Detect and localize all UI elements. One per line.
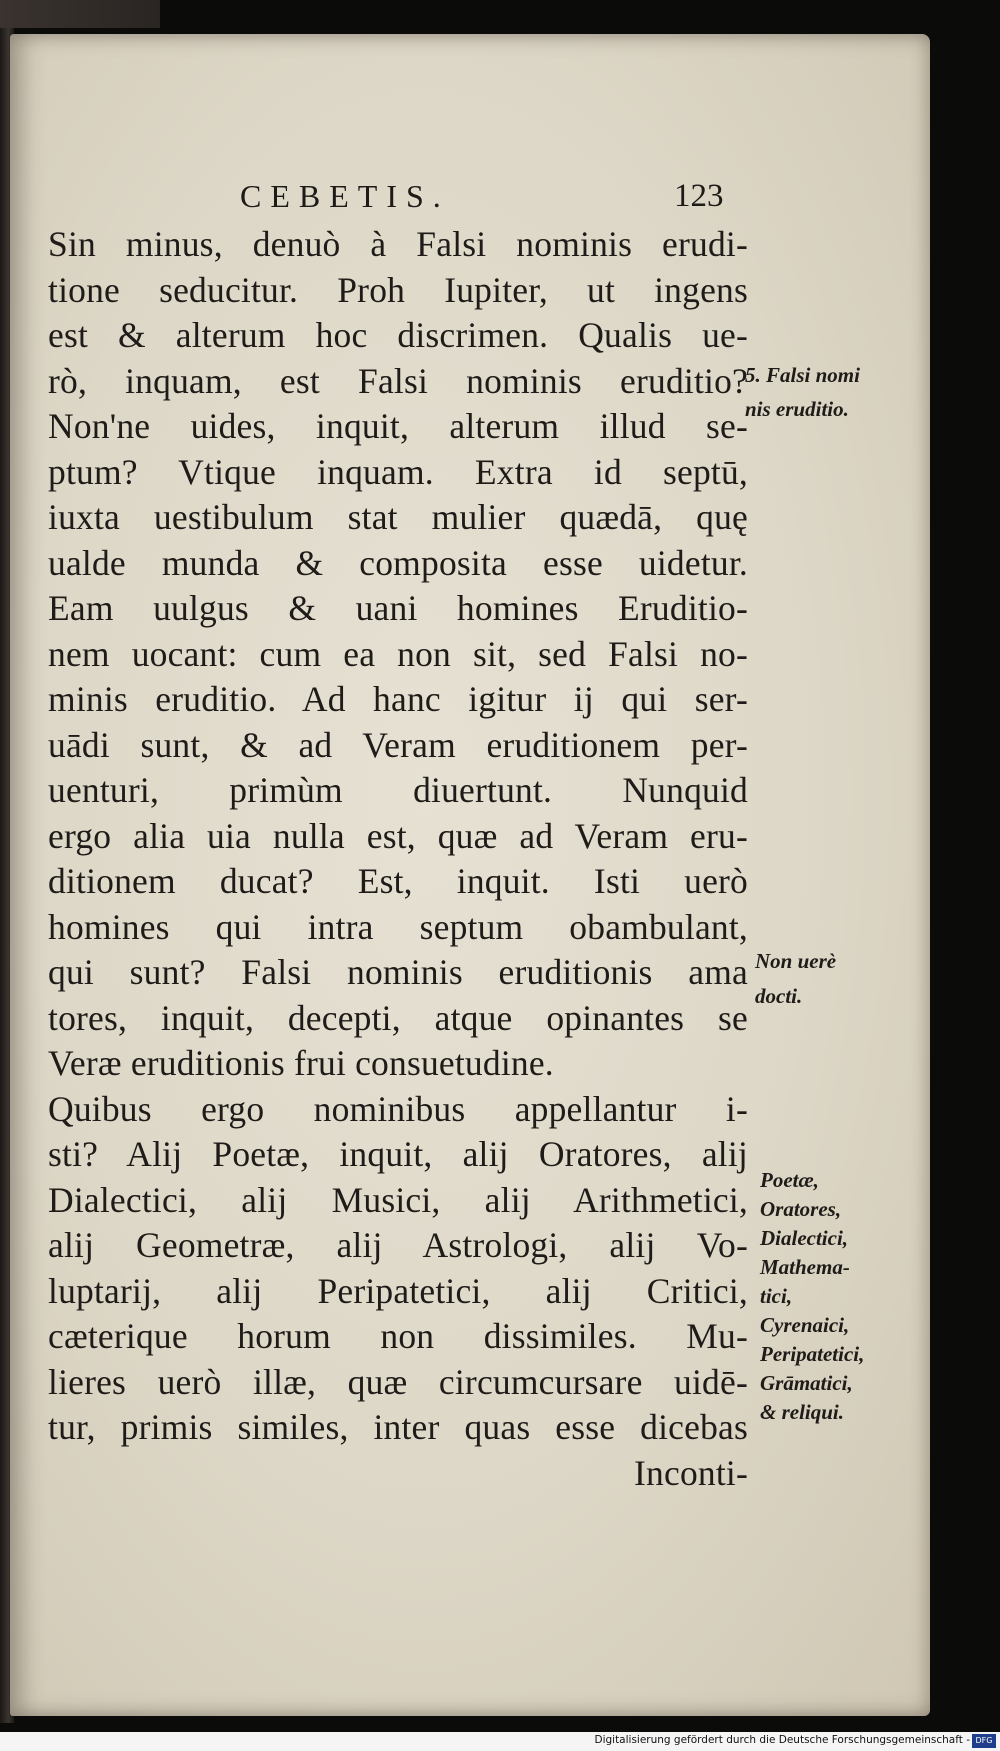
text-line: sti? Alij Poetæ, inquit, alij Oratores, alij [48,1134,748,1174]
margin-note-list [760,1166,864,1427]
text-line: iuxta uestibulum stat mulier quædā, quę [48,497,748,537]
margin-note-line: Dialectici, [760,1226,849,1250]
dfg-logo: DFG [972,1734,996,1748]
text-line: Non'ne uides, inquit, alterum illud se- [48,406,748,446]
text-line: nem uocant: cum ea non sit, sed Falsi no- [48,633,748,674]
scan-top-edge [0,0,160,28]
text-line: minis eruditio. Ad hanc igitur ij qui ser- [48,679,748,719]
text-line: tione seducitur. Proh Iupiter, ut ingens [48,269,748,310]
margin-note-line: Poetæ, [760,1168,819,1192]
margin-note-not-learned [755,944,836,1014]
margin-note-line: Non uerè [755,949,837,973]
body-text [48,222,748,1496]
text-line: lieres uerò illæ, quæ circumcursare uidē- [48,1361,748,1402]
text-line: rò, inquam, est Falsi nominis eruditio? [48,360,748,401]
margin-note-line: docti. [755,984,803,1008]
text-line: Sin minus, denuò à Falsi nominis erudi- [48,224,748,264]
text-line: Eam uulgus & uani homines Eruditio- [48,588,748,628]
funding-credit: Digitalisierung gefördert durch die Deutsche Forschungsgemeinschaft - [594,1734,970,1746]
page-header [240,178,740,218]
text-line: est & alterum hoc discrimen. Qualis ue- [48,315,748,355]
text-line: ualde munda & composita esse uidetur. [48,542,748,583]
margin-note-line: Peripatetici, [760,1342,865,1366]
text-line: tur, primis similes, inter quas esse dicebas [48,1407,748,1447]
margin-note-line: Oratores, [760,1197,842,1221]
page-number: 123 [674,178,724,214]
text-line: uādi sunt, & ad Veram eruditionem per- [48,724,748,765]
text-line: tores, inquit, decepti, atque opinantes se [48,997,748,1038]
text-line: Dialectici, alij Musici, alij Arithmetici, [48,1179,748,1220]
text-line: ergo alia uia nulla est, quæ ad Veram eru- [48,815,748,856]
margin-note-line: Cyrenaici, [760,1313,850,1337]
margin-note-line: & reliqui. [760,1400,845,1424]
text-line: Veræ eruditionis frui consuetudine. [48,1043,554,1083]
margin-note-line: Grāmatici, [760,1371,853,1395]
text-line: ptum? Vtique inquam. Extra id septū, [48,451,748,492]
running-title: CEBETIS. [240,178,450,214]
catchword-line: Inconti- [634,1452,748,1493]
text-line: homines qui intra septum obambulant, [48,906,748,947]
text-line: uenturi, primùm diuertunt. Nunquid [48,770,748,810]
text-line: Quibus ergo nominibus appellantur i- [48,1088,748,1129]
text-line: luptarij, alij Peripatetici, alij Critici, [48,1270,748,1311]
margin-note-line: nis eruditio. [745,397,849,421]
margin-note-line: 5. Falsi nomi [745,363,860,387]
margin-note-line: tici, [760,1284,793,1308]
text-line: alij Geometræ, alij Astrologi, alij Vo- [48,1225,748,1265]
margin-note-false-erudition [745,358,860,426]
text-line: qui sunt? Falsi nominis eruditionis ama [48,952,748,992]
text-line: cæterique horum non dissimiles. Mu- [48,1316,748,1356]
text-line: ditionem ducat? Est, inquit. Isti uerò [48,861,748,901]
margin-note-line: Mathema- [760,1255,850,1279]
